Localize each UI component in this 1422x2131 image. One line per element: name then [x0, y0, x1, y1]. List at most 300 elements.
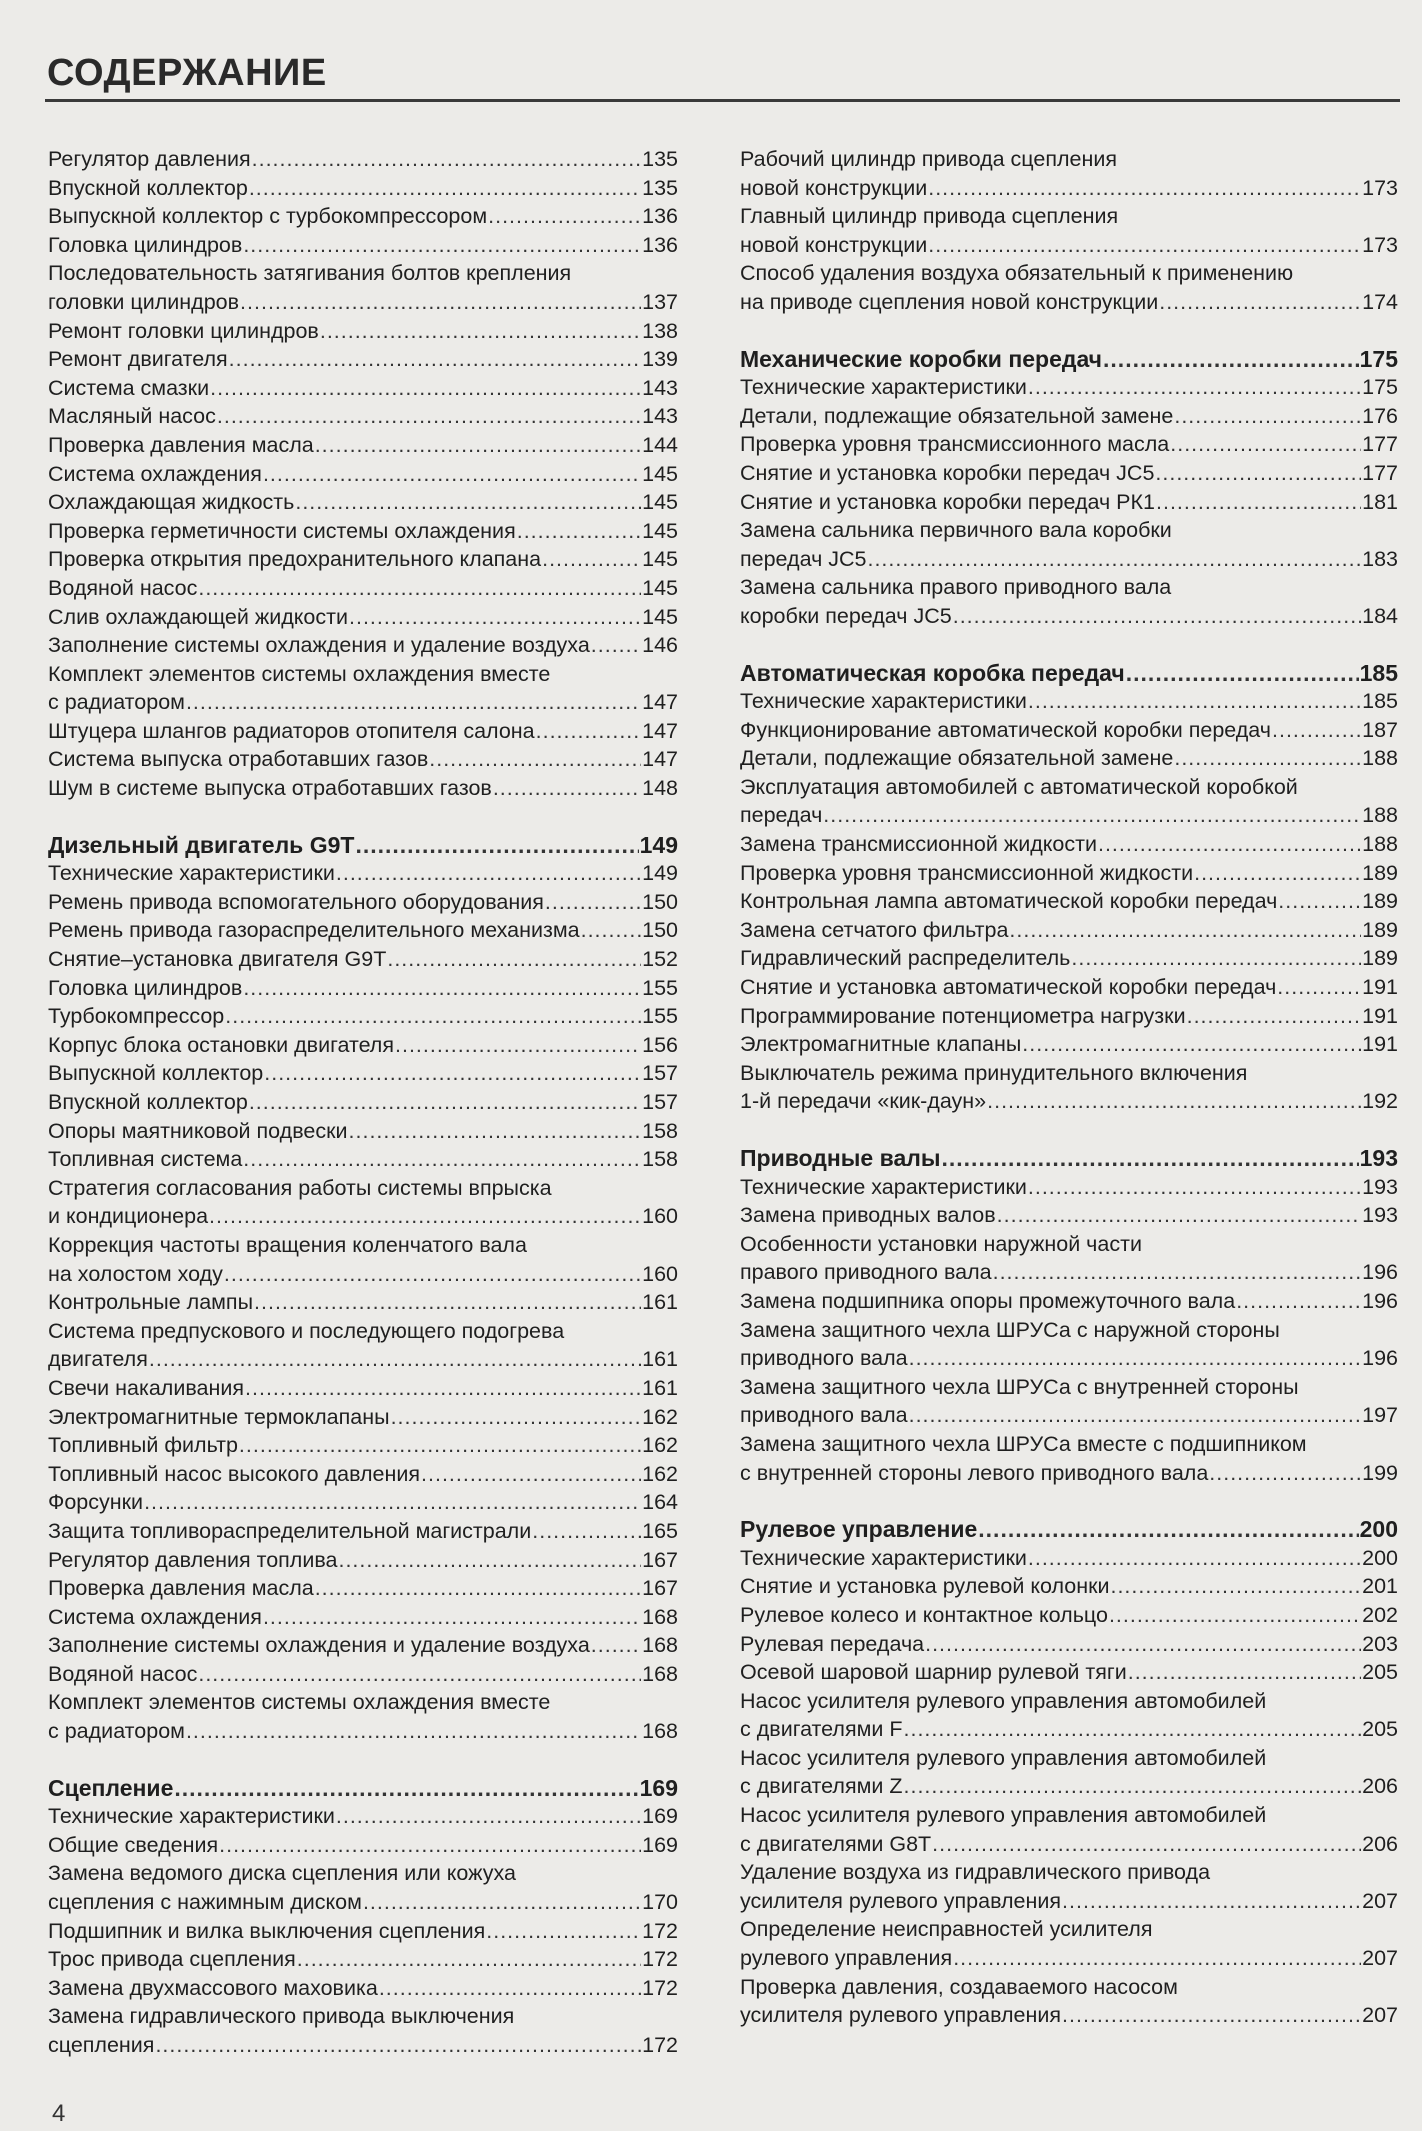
title-underline [45, 99, 1400, 102]
toc-entry[interactable] [48, 1488, 678, 1517]
toc-entry-title: Технические характеристики [48, 1804, 335, 1829]
toc-entry-title: двигателя [48, 1347, 148, 1372]
dot-leader [245, 1374, 641, 1403]
toc-entry[interactable] [48, 1546, 678, 1575]
toc-page-number: 173 [1362, 232, 1398, 257]
toc-entry-title: Система охлаждения [48, 1604, 262, 1629]
toc-entry-title: Насос усилителя рулевого управления автомобилей [740, 1745, 1267, 1770]
toc-entry[interactable] [48, 1117, 678, 1146]
toc-page-number: 169 [639, 1774, 678, 1801]
toc-page-number: 158 [642, 1147, 678, 1172]
section-gap [48, 803, 678, 831]
page-title: СОДЕРЖАНИЕ [47, 52, 327, 94]
dot-leader [240, 288, 641, 317]
dot-leader [249, 174, 641, 203]
toc-entry[interactable] [740, 1915, 1398, 1972]
toc-entry[interactable] [740, 516, 1398, 573]
toc-page-number: 162 [642, 1433, 678, 1458]
toc-entry-title: Проверка давления масла [48, 1576, 314, 1601]
toc-entry-title: сцепления с нажимным диском [48, 1890, 362, 1915]
toc-entry[interactable] [740, 402, 1398, 431]
dot-leader [1028, 1544, 1361, 1573]
toc-entry[interactable] [740, 1316, 1398, 1373]
toc-entry-title: Осевой шаровой шарнир рулевой тяги [740, 1660, 1127, 1685]
toc-entry-title: Снятие–установка двигателя G9T [48, 947, 387, 972]
toc-entry-title: Топливный фильтр [48, 1433, 238, 1458]
dot-leader [1028, 373, 1361, 402]
toc-page-number: 168 [642, 1719, 678, 1744]
toc-entry-title: Водяной насос [48, 1661, 198, 1686]
toc-entry[interactable] [740, 1687, 1398, 1744]
toc-entry-title: Последовательность затягивания болтов крепления [48, 261, 572, 286]
toc-page-number: 157 [642, 1090, 678, 1114]
toc-page-number: 145 [642, 547, 678, 572]
toc-entry-title: Технические характеристики [740, 375, 1027, 400]
toc-section-heading[interactable] [740, 1144, 1398, 1173]
dot-leader [1159, 288, 1361, 317]
toc-page-number: 169 [642, 1804, 678, 1829]
toc-page-number: 196 [1362, 1260, 1398, 1285]
toc-entry[interactable] [48, 1288, 678, 1317]
toc-entry[interactable] [48, 745, 678, 774]
toc-entry[interactable] [740, 1201, 1398, 1230]
toc-entry[interactable] [740, 1744, 1398, 1801]
toc-entry[interactable] [740, 916, 1398, 945]
toc-entry-title: Общие сведения [48, 1832, 219, 1857]
dot-leader [315, 431, 641, 460]
toc-entry[interactable] [48, 1374, 678, 1403]
toc-entry[interactable] [740, 1601, 1398, 1630]
toc-entry-title: Топливная система [48, 1147, 243, 1172]
toc-entry[interactable] [48, 1517, 678, 1546]
toc-entry[interactable] [48, 174, 678, 203]
toc-entry[interactable] [740, 773, 1398, 830]
toc-section-heading[interactable] [740, 659, 1398, 688]
toc-page-number: 169 [642, 1832, 678, 1857]
dot-leader [591, 1631, 641, 1660]
toc-page-number: 161 [642, 1347, 678, 1372]
toc-entry[interactable] [740, 1658, 1398, 1687]
dot-leader [349, 1117, 642, 1146]
dot-leader [144, 1488, 641, 1517]
toc-entry[interactable] [48, 1831, 678, 1860]
toc-entry[interactable] [48, 1059, 678, 1088]
toc-page-number: 147 [642, 747, 678, 772]
toc-entry[interactable] [48, 1088, 678, 1117]
dot-leader [904, 1772, 1362, 1801]
toc-page-number: 188 [1362, 803, 1398, 828]
toc-page-number: 137 [642, 289, 678, 314]
toc-page-number: 161 [642, 1290, 678, 1315]
toc-entry-title: и кондиционера [48, 1204, 209, 1229]
toc-entry[interactable] [740, 1059, 1398, 1116]
toc-entry[interactable] [48, 1802, 678, 1831]
toc-entry[interactable] [48, 774, 678, 803]
dot-leader [536, 717, 641, 746]
toc-entry[interactable] [740, 887, 1398, 916]
toc-entry[interactable] [740, 687, 1398, 716]
toc-entry[interactable] [740, 1973, 1398, 2030]
toc-entry-title: Регулятор давления [48, 147, 251, 171]
toc-entry-title: Главный цилиндр привода сцепления [740, 204, 1119, 229]
toc-entry[interactable] [740, 716, 1398, 745]
toc-page-number: 201 [1362, 1574, 1398, 1599]
toc-entry[interactable] [740, 259, 1398, 316]
toc-entry-title: Форсунки [48, 1490, 144, 1515]
toc-entry[interactable] [740, 1373, 1398, 1430]
toc-page-number: 177 [1362, 432, 1398, 457]
toc-page-number: 138 [642, 318, 678, 343]
toc-entry-title: Система смазки [48, 375, 210, 400]
toc-entry-title: Технические характеристики [740, 1174, 1027, 1199]
toc-page-number: 147 [642, 690, 678, 715]
toc-entry-title: Гидравлический распределитель [740, 946, 1071, 971]
dot-leader [349, 603, 641, 632]
toc-page-number: 149 [642, 861, 678, 886]
toc-page-number: 184 [1362, 603, 1398, 628]
toc-entry[interactable] [48, 1603, 678, 1632]
toc-entry[interactable] [48, 1317, 678, 1374]
toc-entry-title: Защита топливораспределительной магистрали [48, 1518, 532, 1543]
toc-entry[interactable] [740, 859, 1398, 888]
toc-entry-title: Детали, подлежащие обязательной замене [740, 746, 1174, 771]
toc-entry[interactable] [740, 1544, 1398, 1573]
dot-leader [1022, 1030, 1361, 1059]
dot-leader [391, 1403, 642, 1432]
toc-entry-title: Механические коробки передач [740, 345, 1103, 372]
toc-entry[interactable] [48, 1031, 678, 1060]
toc-entry[interactable] [48, 1859, 678, 1916]
toc-entry-title: Головка цилиндров [48, 975, 243, 1000]
toc-entry-title: Коррекция частоты вращения коленчатого вала [48, 1232, 527, 1257]
toc-entry[interactable] [48, 345, 678, 374]
toc-entry[interactable] [48, 1917, 678, 1946]
toc-page-number: 168 [642, 1604, 678, 1629]
toc-entry-title: Рулевая передача [740, 1631, 925, 1656]
toc-page-number: 160 [642, 1261, 678, 1286]
toc-entry-title: приводного вала [740, 1403, 908, 1428]
toc-entry[interactable] [48, 488, 678, 517]
toc-entry[interactable] [48, 317, 678, 346]
toc-entry-title: Штуцера шлангов радиаторов отопителя салона [48, 718, 535, 743]
toc-entry-title: Водяной насос [48, 575, 198, 600]
toc-page-number: 206 [1362, 1831, 1398, 1856]
toc-entry[interactable] [48, 1460, 678, 1489]
dot-leader [198, 1660, 641, 1689]
dot-leader [1174, 402, 1361, 431]
toc-entry[interactable] [740, 430, 1398, 459]
toc-entry-title: Выпускной коллектор с турбокомпрессором [48, 204, 488, 229]
toc-page-number: 173 [1362, 175, 1398, 200]
dot-leader [297, 1945, 641, 1974]
toc-entry[interactable] [48, 1403, 678, 1432]
section-gap [740, 1487, 1398, 1515]
toc-entry[interactable] [48, 859, 678, 888]
toc-entry[interactable] [48, 888, 678, 917]
toc-entry[interactable] [48, 1431, 678, 1460]
dot-leader [909, 1344, 1362, 1373]
dot-leader [243, 1145, 641, 1174]
toc-entry-title: Рулевое управление [740, 1516, 978, 1543]
toc-entry-title: с двигателями G8T [740, 1831, 932, 1856]
toc-section-heading[interactable] [740, 1515, 1398, 1544]
section-gap [48, 1746, 678, 1774]
dot-leader [1062, 1887, 1361, 1916]
toc-page-number: 161 [642, 1375, 678, 1400]
toc-entry-title: Проверка давления, создаваемого насосом [740, 1974, 1178, 1999]
toc-page-number: 191 [1362, 1003, 1398, 1028]
toc-page-number: 155 [642, 975, 678, 1000]
toc-left-column [48, 145, 678, 2060]
toc-entry[interactable] [48, 2002, 678, 2059]
dot-leader [867, 545, 1361, 574]
toc-entry[interactable] [48, 916, 678, 945]
dot-leader [338, 1546, 641, 1575]
toc-page-number: 200 [1359, 1516, 1398, 1543]
dot-leader [488, 202, 641, 231]
toc-page-number: 165 [642, 1518, 678, 1543]
dot-leader [1209, 1459, 1361, 1488]
toc-entry[interactable] [740, 1572, 1398, 1601]
dot-leader [254, 1288, 641, 1317]
toc-entry[interactable] [48, 145, 678, 174]
toc-entry-title: Ремонт двигателя [48, 347, 228, 372]
toc-entry[interactable] [740, 1002, 1398, 1031]
dot-leader [1236, 1287, 1361, 1316]
toc-entry-title: Детали, подлежащие обязательной замене [740, 403, 1174, 428]
toc-page-number: 143 [642, 375, 678, 400]
dot-leader [1009, 916, 1361, 945]
toc-entry-title: Замена сальника правого приводного вала [740, 575, 1172, 600]
toc-page-number: 189 [1362, 889, 1398, 914]
dot-leader [209, 1202, 641, 1231]
toc-entry[interactable] [740, 1801, 1398, 1858]
toc-page-number: 177 [1362, 460, 1398, 485]
toc-page-number: 185 [1359, 659, 1398, 686]
toc-entry[interactable] [48, 1231, 678, 1288]
dot-leader [315, 1574, 641, 1603]
toc-entry[interactable] [48, 1660, 678, 1689]
toc-entry[interactable] [740, 488, 1398, 517]
toc-entry[interactable] [48, 1574, 678, 1603]
toc-entry-title: Автоматическая коробка передач [740, 659, 1125, 686]
toc-entry[interactable] [48, 603, 678, 632]
toc-section-heading[interactable] [740, 345, 1398, 374]
dot-leader [1128, 1658, 1361, 1687]
toc-page-number: 187 [1362, 717, 1398, 742]
toc-entry[interactable] [48, 259, 678, 316]
toc-entry-title: Шум в системе выпуска отработавших газов [48, 776, 492, 801]
toc-entry-title: передач JC5 [740, 546, 867, 571]
toc-entry[interactable] [48, 231, 678, 260]
toc-entry-title: Замена сетчатого фильтра [740, 917, 1009, 942]
toc-entry-title: Дизельный двигатель G9T [48, 831, 355, 858]
toc-entry[interactable] [48, 460, 678, 489]
toc-page-number: 143 [642, 404, 678, 429]
toc-entry-title: усилителя рулевого управления [740, 2003, 1062, 2028]
toc-entry[interactable] [48, 631, 678, 660]
toc-entry-title: новой конструкции [740, 232, 928, 257]
toc-entry-title: сцепления [48, 2033, 155, 2057]
dot-leader [1155, 459, 1361, 488]
dot-leader [295, 488, 641, 517]
toc-entry-title: с радиатором [48, 690, 185, 715]
toc-entry-title: Головка цилиндров [48, 232, 243, 257]
toc-page-number: 172 [642, 1975, 678, 2000]
toc-entry-title: 1-й передачи «кик-даун» [740, 1089, 987, 1114]
toc-page-number: 174 [1362, 289, 1398, 314]
toc-page-number: 188 [1362, 746, 1398, 771]
toc-entry[interactable] [48, 431, 678, 460]
dot-leader [210, 374, 641, 403]
toc-entry-title: Система выпуска отработавших газов [48, 747, 429, 772]
toc-entry[interactable] [740, 459, 1398, 488]
toc-page-number: 196 [1362, 1288, 1398, 1313]
dot-leader [198, 574, 641, 603]
dot-leader [928, 174, 1361, 203]
toc-entry-title: Корпус блока остановки двигателя [48, 1032, 394, 1057]
toc-entry-title: Замена защитного чехла ШРУСа вместе с подшипником [740, 1431, 1307, 1456]
dot-leader [224, 1260, 641, 1289]
toc-entry[interactable] [740, 973, 1398, 1002]
toc-entry-title: правого приводного вала [740, 1260, 992, 1285]
toc-entry-title: коробки передач JC5 [740, 603, 952, 628]
toc-entry-title: Замена приводных валов [740, 1203, 996, 1228]
toc-entry-title: Проверка уровня трансмиссионной жидкости [740, 860, 1194, 885]
toc-entry-title: с радиатором [48, 1719, 185, 1744]
toc-entry-title: Приводные валы [740, 1145, 941, 1171]
toc-page-number: 207 [1362, 2003, 1398, 2028]
toc-entry[interactable] [48, 717, 678, 746]
toc-page-number: 135 [642, 175, 678, 200]
toc-page-number: 203 [1362, 1631, 1398, 1656]
dot-leader [355, 831, 638, 860]
toc-page-number: 145 [642, 518, 678, 543]
toc-page-number: 164 [642, 1490, 678, 1515]
toc-entry[interactable] [48, 202, 678, 231]
toc-entry-title: Замена ведомого диска сцепления или кожуха [48, 1861, 516, 1886]
toc-entry[interactable] [740, 744, 1398, 773]
dot-leader [909, 1401, 1362, 1430]
toc-entry[interactable] [48, 974, 678, 1003]
toc-entry[interactable] [740, 573, 1398, 630]
toc-entry-title: Сцепление [48, 1774, 174, 1801]
toc-entry[interactable] [48, 1974, 678, 2003]
toc-entry-title: Слив охлаждающей жидкости [48, 604, 348, 629]
dot-leader [904, 1715, 1362, 1744]
toc-entry-title: Выключатель режима принудительного включения [740, 1060, 1248, 1085]
toc-entry[interactable] [740, 145, 1398, 202]
dot-leader [155, 2031, 641, 2060]
toc-section-heading[interactable] [48, 831, 678, 860]
dot-leader [225, 1002, 641, 1031]
toc-entry-title: Способ удаления воздуха обязательный к применению [740, 261, 1294, 286]
toc-entry[interactable] [48, 1174, 678, 1231]
toc-entry[interactable] [740, 1287, 1398, 1316]
dot-leader [1071, 944, 1361, 973]
toc-entry-title: Замена гидравлического привода выключения [48, 2004, 515, 2029]
toc-entry[interactable] [740, 1430, 1398, 1487]
dot-leader [517, 517, 641, 546]
toc-entry[interactable] [48, 1145, 678, 1174]
toc-entry[interactable] [740, 1630, 1398, 1659]
dot-leader [823, 801, 1361, 830]
dot-leader [1278, 887, 1361, 916]
dot-leader [1187, 1002, 1362, 1031]
dot-leader [1098, 830, 1361, 859]
toc-entry[interactable] [48, 1631, 678, 1660]
toc-page-number: 193 [1362, 1203, 1398, 1228]
toc-page-number: 172 [642, 2033, 678, 2057]
toc-entry-title: Замена защитного чехла ШРУСа с внутренней стороны [740, 1374, 1299, 1399]
toc-page-number: 158 [642, 1118, 678, 1143]
toc-entry-title: Охлаждающая жидкость [48, 490, 295, 515]
dot-leader [581, 916, 642, 945]
toc-page-number: 188 [1362, 832, 1398, 857]
toc-entry-title: Контрольные лампы [48, 1290, 254, 1315]
toc-page-number: 150 [642, 889, 678, 914]
toc-entry[interactable] [48, 660, 678, 717]
dot-leader [1272, 716, 1361, 745]
dot-leader [395, 1031, 641, 1060]
toc-page-number: 205 [1362, 1660, 1398, 1685]
toc-entry[interactable] [740, 1173, 1398, 1202]
toc-entry-title: Контрольная лампа автоматической коробки передач [740, 889, 1278, 914]
toc-entry-title: Замена сальника первичного вала коробки [740, 518, 1172, 543]
toc-entry[interactable] [48, 1945, 678, 1974]
dot-leader [1194, 859, 1361, 888]
toc-page-number: 205 [1362, 1717, 1398, 1742]
toc-entry[interactable] [48, 545, 678, 574]
toc-page-number: 176 [1362, 403, 1398, 428]
page-number: 4 [52, 2100, 66, 2127]
toc-entry[interactable] [740, 830, 1398, 859]
toc-entry[interactable] [48, 1688, 678, 1745]
dot-leader [987, 1087, 1361, 1116]
toc-section-heading[interactable] [48, 1774, 678, 1803]
toc-entry-title: Комплект элементов системы охлаждения вместе [48, 661, 551, 686]
toc-page-number: 191 [1362, 1032, 1398, 1057]
toc-entry[interactable] [48, 945, 678, 974]
dot-leader [243, 974, 641, 1003]
toc-entry-title: Ремень привода газораспределительного механизма [48, 918, 580, 943]
toc-page-number: 144 [642, 432, 678, 457]
toc-entry[interactable] [740, 202, 1398, 259]
toc-entry[interactable] [48, 374, 678, 403]
toc-entry[interactable] [740, 944, 1398, 973]
toc-entry[interactable] [740, 1030, 1398, 1059]
toc-entry-title: Ремонт головки цилиндров [48, 318, 319, 343]
toc-page-number: 196 [1362, 1346, 1398, 1371]
dot-leader [320, 317, 641, 346]
dot-leader [149, 1345, 641, 1374]
toc-entry[interactable] [740, 1230, 1398, 1287]
toc-page-number: 139 [642, 347, 678, 372]
toc-entry-title: Система предпускового и последующего подогрева [48, 1318, 565, 1343]
toc-entry-title: Определение неисправностей усилителя [740, 1917, 1153, 1942]
toc-entry[interactable] [48, 574, 678, 603]
toc-entry-title: Топливный насос высокого давления [48, 1461, 421, 1486]
toc-entry[interactable] [48, 517, 678, 546]
toc-entry-title: усилителя рулевого управления [740, 1888, 1062, 1913]
toc-entry[interactable] [740, 373, 1398, 402]
toc-entry[interactable] [48, 1002, 678, 1031]
toc-entry[interactable] [48, 402, 678, 431]
toc-page-number: 168 [642, 1633, 678, 1658]
toc-entry[interactable] [740, 1858, 1398, 1915]
dot-leader [263, 460, 641, 489]
toc-page-number: 162 [642, 1404, 678, 1429]
